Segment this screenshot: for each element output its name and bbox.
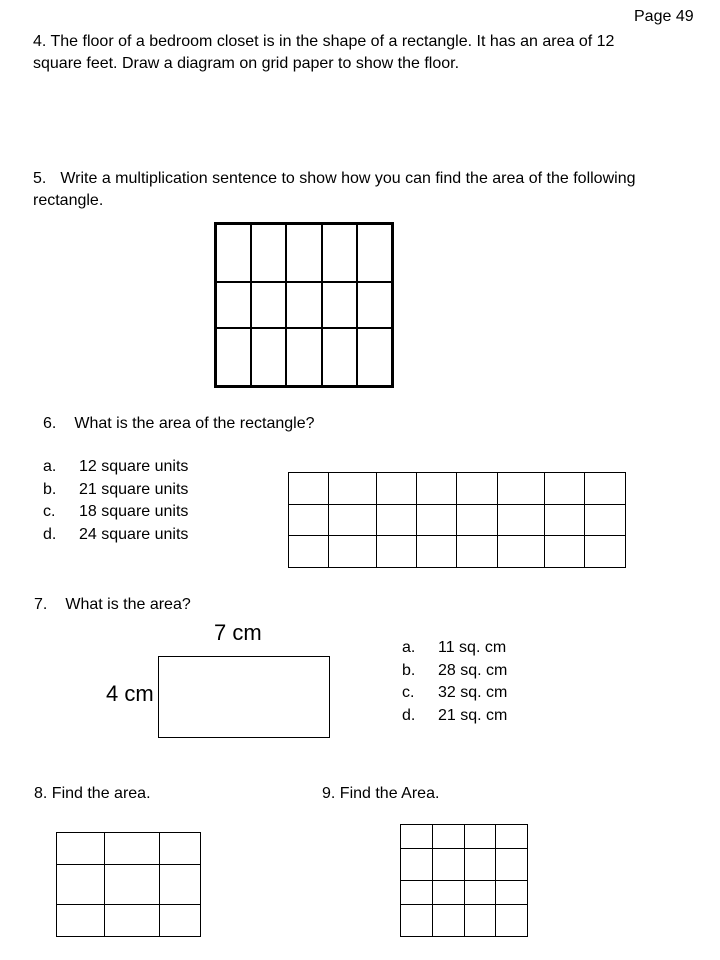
grid-cell <box>57 833 105 865</box>
grid-cell <box>251 282 286 329</box>
grid-cell <box>289 473 329 505</box>
grid-cell <box>105 865 160 905</box>
grid-cell <box>105 905 160 937</box>
question-5-text <box>33 168 673 212</box>
grid-cell <box>545 536 585 568</box>
grid-cell <box>216 282 251 329</box>
question-9-text: 9. Find the Area. <box>322 785 440 802</box>
question-6-options <box>43 456 243 546</box>
grid-cell <box>251 224 286 282</box>
grid-cell <box>457 536 498 568</box>
grid-cell <box>545 504 585 536</box>
grid-cell <box>357 328 392 386</box>
grid-cell <box>496 905 528 937</box>
question-7-text <box>34 594 191 616</box>
grid-cell <box>401 825 433 849</box>
grid-cell <box>585 536 626 568</box>
rectangle-width-label: 7 cm <box>214 620 262 645</box>
grid-cell <box>160 833 201 865</box>
question-5 <box>33 168 673 212</box>
grid-cell <box>498 536 545 568</box>
grid-cell <box>377 536 417 568</box>
grid-cell <box>57 865 105 905</box>
grid-cell <box>464 849 496 881</box>
grid-cell <box>417 536 457 568</box>
grid-cell <box>457 504 498 536</box>
question-6-prompt: What is the area of the rectangle? <box>74 415 315 432</box>
grid-cell <box>216 328 251 386</box>
grid-cell <box>417 504 457 536</box>
question-7-rectangle <box>158 656 330 738</box>
grid-cell <box>216 224 251 282</box>
grid-cell <box>251 328 286 386</box>
grid-cell <box>432 849 464 881</box>
grid-cell <box>496 881 528 905</box>
grid-cell <box>457 473 498 505</box>
grid-cell <box>105 833 160 865</box>
grid-cell <box>329 504 377 536</box>
grid-cell <box>417 473 457 505</box>
question-5-number: 5. <box>33 170 47 187</box>
grid-cell <box>401 905 433 937</box>
grid-cell <box>357 224 392 282</box>
grid-cell <box>432 881 464 905</box>
grid-cell <box>464 825 496 849</box>
grid-cell <box>57 905 105 937</box>
question-5-grid <box>214 222 394 388</box>
question-6-text <box>43 413 314 435</box>
grid-cell <box>160 865 201 905</box>
question-7-number: 7. <box>34 596 48 613</box>
grid-cell <box>432 825 464 849</box>
option-d[interactable]: d. 24 square units <box>43 525 189 543</box>
grid-cell <box>464 905 496 937</box>
question-5-prompt: Write a multiplication sentence to show how you can find the area of the following rectangle. <box>33 170 636 209</box>
grid-cell <box>329 536 377 568</box>
option-a[interactable]: a. 11 sq. cm <box>402 639 507 656</box>
grid-cell <box>289 504 329 536</box>
question-8-text: 8. Find the area. <box>34 785 151 802</box>
grid-cell <box>401 849 433 881</box>
grid-cell <box>585 504 626 536</box>
grid-cell <box>322 328 357 386</box>
grid-cell <box>322 224 357 282</box>
option-a[interactable]: a. 12 square units <box>43 458 189 475</box>
question-6-grid <box>288 472 626 568</box>
grid-cell <box>498 473 545 505</box>
grid-cell <box>545 473 585 505</box>
grid-cell <box>496 825 528 849</box>
grid-cell <box>160 905 201 937</box>
grid-cell <box>585 473 626 505</box>
grid-cell <box>377 504 417 536</box>
question-6-number: 6. <box>43 415 57 432</box>
question-9-grid <box>400 824 528 937</box>
question-8-grid <box>56 832 201 937</box>
rectangle-height-label: 4 cm <box>106 681 154 706</box>
grid-cell <box>377 473 417 505</box>
page-number: Page 49 <box>634 8 694 25</box>
grid-cell <box>498 504 545 536</box>
grid-cell <box>286 224 321 282</box>
grid-cell <box>496 849 528 881</box>
grid-cell <box>286 328 321 386</box>
grid-cell <box>286 282 321 329</box>
question-4-text: 4. The floor of a bedroom closet is in the shape of a rectangle. It has an area of 12 square feet. Draw a diagram on grid paper to show the floor. <box>33 33 615 72</box>
question-7-options <box>402 637 562 727</box>
grid-cell <box>464 881 496 905</box>
option-d[interactable]: d. 21 sq. cm <box>402 706 508 724</box>
option-c[interactable]: c. 18 square units <box>43 503 189 520</box>
grid-cell <box>401 881 433 905</box>
grid-cell <box>289 536 329 568</box>
option-b[interactable]: b. 28 sq. cm <box>402 661 508 679</box>
grid-cell <box>432 905 464 937</box>
grid-cell <box>322 282 357 329</box>
grid-cell <box>357 282 392 329</box>
grid-cell <box>329 473 377 505</box>
option-b[interactable]: b. 21 square units <box>43 480 189 498</box>
question-7-prompt: What is the area? <box>65 596 191 613</box>
option-c[interactable]: c. 32 sq. cm <box>402 684 508 701</box>
